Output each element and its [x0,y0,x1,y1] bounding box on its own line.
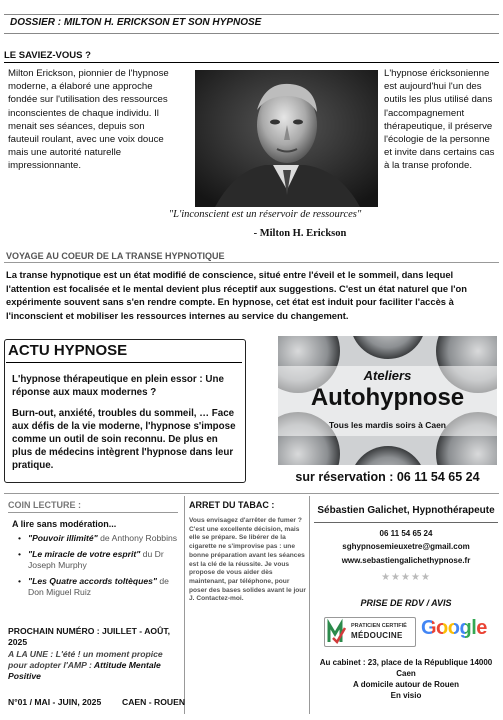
book-list [18,533,178,603]
divider [4,493,499,494]
ateliers-name: Autohypnose [310,384,465,411]
visio-option: En visio [390,691,422,700]
practitioner-email[interactable]: sghypnosemieuxetre@gmail.com [342,542,470,552]
book-author: de Don Miguel Ruiz [28,575,169,597]
rdv-title: PRISE DE RDV / AVIS [360,598,452,608]
book-author: de Anthony Robbins [97,533,178,543]
issue-city: CAEN - ROUEN [122,697,186,707]
ateliers-title: Ateliers [363,368,412,383]
issue-footer [8,697,185,707]
erickson-portrait [195,70,378,207]
rating-stars: ★★★★★ [381,572,431,583]
divider [314,522,498,523]
medoucine-brand: MÉDOUCINE [351,631,403,640]
voyage-text: La transe hypnotique est un état modifié de conscience, situé entre l'éveil et le sommeil, dans lequel l'attention est focalisée et le mental devient plus réceptif aux suggestions. C'est un état naturel que l'on expérimente souvent sans s'en rendre compte. En hypnose, cet état est induit pour faciliter l'accès à l'inconscient et mobiliser les ressources internes au service du changement. [6,269,467,321]
google-reviews-logo[interactable] [421,617,487,640]
practitioner-website[interactable]: www.sebastiengalichethypnose.fr [341,555,471,565]
book-title: "Le miracle de votre esprit" [28,548,141,559]
actu-title: ACTU HYPNOSE [8,342,128,359]
book-title: "Les Quatre accords toltèques" [28,575,157,586]
column-divider [309,496,310,714]
coin-lecture-subtitle: A lire sans modération... [12,519,117,529]
domicile-area: A domicile autour de Rouen [353,680,459,689]
divider [8,512,178,513]
erickson-quote: "L'inconscient est un réservoir de ressources" [168,209,362,220]
practitioner-contact [312,527,500,567]
saviez-right-text: L'hypnose éricksonienne est aujourd'hui l'un des outils les plus utilisé dans l'accompagnement thérapeutique, il préserve l'écologie de la personne et invite dans certains cas à la transe profonde. [384,68,495,172]
list-item [18,576,178,599]
medoucine-logo[interactable] [324,617,416,647]
coin-lecture-title: COIN LECTURE : [8,500,81,510]
reservation-phone: sur réservation : 06 11 54 65 24 [295,470,480,484]
prochain-numero [8,626,183,682]
book-author: du Dr Joseph Murphy [28,548,164,570]
practitioner-phone[interactable]: 06 11 54 65 24 [379,529,433,538]
list-item [18,533,178,545]
book-title: "Pouvoir illimité" [28,533,98,543]
dossier-title: DOSSIER : MILTON H. ERICKSON ET SON HYPNOSE [10,17,262,28]
saviez-left-text: Milton Erickson, pionnier de l'hypnose moderne, a élaboré une approche fondée sur l'utilisation des ressources inconscientes de chaque individu. Il menait ses séances, depuis son fauteuil roulant, avec une voix douce mais une autorité naturelle impressionnante. [8,68,169,172]
prochain-title: PROCHAIN NUMÉRO : JUILLET - AOÛT, 2025 [8,626,171,648]
google-wordmark: Google [421,617,487,639]
actu-question: L'hypnose thérapeutique en plein essor : Une réponse aux maux modernes ? [12,374,224,398]
list-item [18,549,178,572]
saviez-title: LE SAVIEZ-VOUS ? [4,50,91,61]
medoucine-caption: PRATICIEN CERTIFIÉ [351,623,407,629]
issue-number: N°01 / MAI - JUIN, 2025 [8,697,102,707]
voyage-title: VOYAGE AU COEUR DE LA TRANSE HYPNOTIQUE [6,251,225,261]
practitioner-locations [312,657,500,701]
dossier-banner [4,14,499,34]
divider [6,362,242,363]
practitioner-name: Sébastien Galichet, Hypnothérapeute [317,505,495,516]
divider [4,62,499,63]
ateliers-schedule: Tous les mardis soirs à Caen [329,420,446,430]
divider [4,262,499,263]
column-divider [184,496,185,714]
actu-paragraph: Burn-out, anxiété, troubles du sommeil, … Face aux défis de la vie moderne, l'hypnose s'impose comme un outil de soin reconnu. De plus en plus de médecins intègrent l'hypnose dans leur pratique. [12,408,236,471]
arret-tabac-title: ARRET DU TABAC : [189,500,275,510]
cabinet-address: Au cabinet : 23, place de la République 14000 Caen [319,658,493,678]
prochain-une-bold: Attitude Mentale Positive [8,659,161,682]
arret-tabac-text: Vous envisagez d'arrêter de fumer ? C'est une excellente décision, mais elle se prépare. Se libérer de la cigarette ne s'improvise pas : une bonne préparation avant les séances est la clé de la réussite. Je vous propose de vous aider dès maintenant, par téléphone, pour poser des bases solides avant le jour J. Contactez-moi. [189,517,306,603]
prochain-une: A LA UNE : L'été ! un moment propice pour adopter l'AMP : [8,648,163,670]
quote-author: - Milton H. Erickson [253,228,347,239]
